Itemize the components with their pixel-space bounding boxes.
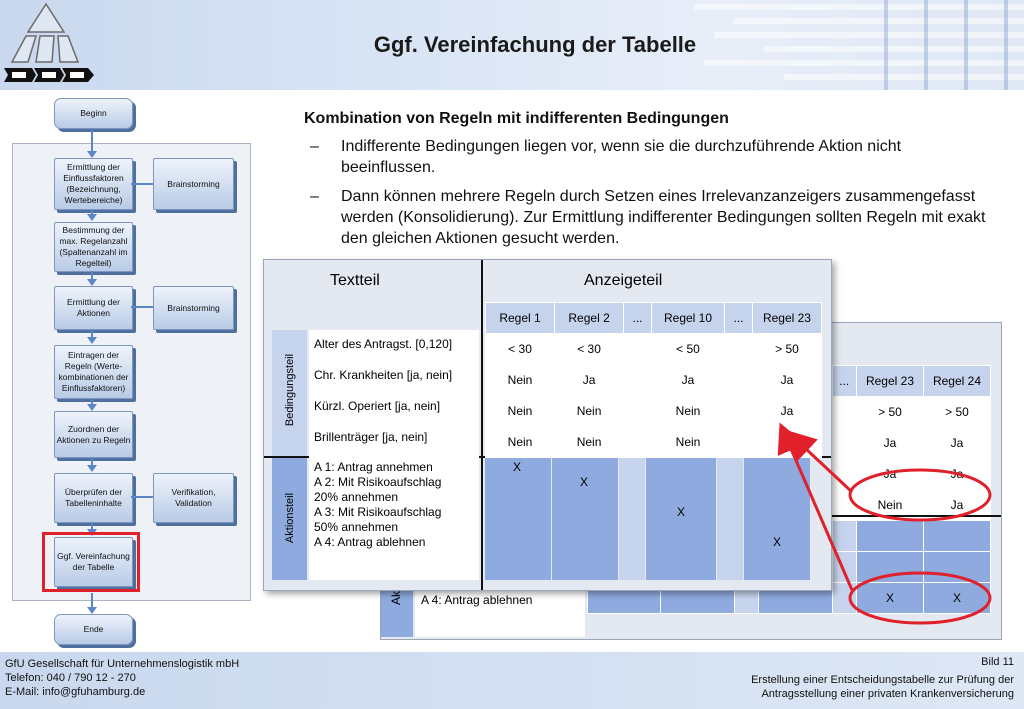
condition-alter: Alter des Antragst. [0,120] — [314, 337, 453, 351]
rule-header: Regel 2 — [555, 303, 624, 334]
back-rule-23: Regel 23 — [856, 366, 923, 397]
flow-arrow — [87, 214, 97, 221]
flow-arrow — [87, 279, 97, 286]
footer-company: GfU Gesellschaft für Unternehmenslogistik mbH — [5, 658, 240, 670]
back-cell: > 50 — [923, 397, 990, 428]
cell: Nein — [651, 427, 724, 458]
cell: Ja — [555, 365, 624, 396]
back-action-label: A 4: Antrag ablehnen — [421, 593, 533, 607]
current-step-highlight — [42, 532, 140, 592]
action-3: A 3: Mit Risikoaufschlag — [314, 505, 442, 519]
condition-operiert: Kürzl. Operiert [ja, nein] — [314, 399, 441, 413]
cell: Nein — [486, 396, 555, 427]
cell: Nein — [486, 365, 555, 396]
content-subtitle: Kombination von Regeln mit indifferenten Bedingungen — [304, 110, 729, 127]
footer-phone: Telefon: 040 / 790 12 - 270 — [5, 672, 136, 684]
back-mark: X — [856, 583, 923, 614]
flow-end: Ende — [54, 614, 133, 645]
rule-header: Regel 10 — [651, 303, 724, 334]
flow-connector — [91, 128, 93, 153]
back-cell: Ja — [923, 490, 990, 521]
flow-arrow — [87, 404, 97, 411]
cell: > 50 — [752, 334, 821, 365]
rule-header: Regel 23 — [752, 303, 821, 334]
flow-arrow — [87, 607, 97, 614]
cell: < 30 — [486, 334, 555, 365]
action-col — [646, 458, 716, 580]
back-ellipsis: ... — [832, 366, 856, 397]
flow-side-verifikation: Verifikation, Validation — [153, 473, 234, 523]
flow-step-zuordnen-aktionen: Zuordnen der Aktionen zu Regeln — [54, 411, 133, 458]
flow-side-brainstorming: Brainstorming — [153, 158, 234, 210]
mark-r2: X — [580, 475, 589, 489]
flow-step-eintragen-regeln: Eintragen der Regeln (Werte-kombinationen der Einflussfaktoren) — [54, 345, 133, 399]
flow-connector — [131, 306, 153, 308]
textteil-header: Textteil — [330, 272, 380, 289]
aktionsteil-label: Aktionsteil — [284, 492, 296, 544]
mark-r1: X — [513, 460, 522, 474]
cell: < 30 — [555, 334, 624, 365]
mark-r10: X — [677, 505, 686, 519]
flow-start: Beginn — [54, 98, 133, 129]
footer-email: E-Mail: info@gfuhamburg.de — [5, 686, 146, 698]
footer-desc-1: Erstellung einer Entscheidungstabelle zur Prüfung der — [751, 674, 1014, 686]
cell: Nein — [486, 427, 555, 458]
vertical-divider — [481, 260, 483, 590]
action-4: A 4: Antrag ablehnen — [314, 535, 426, 549]
rule-header: Regel 1 — [486, 303, 555, 334]
mark-r23: X — [773, 535, 782, 549]
footer-desc-2: Antragsstellung einer privaten Krankenversicherung — [761, 688, 1014, 700]
action-col — [619, 458, 645, 580]
flow-arrow — [87, 151, 97, 158]
page-title: Ggf. Vereinfachung der Tabelle — [373, 32, 697, 57]
flow-side-brainstorming-2: Brainstorming — [153, 286, 234, 330]
rule-header: ... — [624, 303, 652, 334]
bullet-dash: – — [310, 188, 319, 205]
back-cell: Ja — [923, 459, 990, 490]
cell: Nein — [555, 427, 624, 458]
back-cell: > 50 — [856, 397, 923, 428]
highlight-ellipse-conditions — [850, 470, 990, 520]
anzeigeteil-header: Anzeigeteil — [584, 272, 663, 289]
arrow-icon — [782, 428, 852, 590]
flow-connector — [131, 496, 153, 498]
flow-step-bestimmung-regelanzahl: Bestimmung der max. Regelanzahl (Spaltenanzahl im Regelteil) — [54, 222, 133, 272]
bedingungsteil-label: Bedingungsteil — [284, 353, 296, 427]
slide-number: Bild 11 — [981, 656, 1014, 668]
cell: Nein — [651, 396, 724, 427]
flow-step-vereinfachung: Ggf. Vereinfachung der Tabelle — [54, 537, 133, 587]
flow-step-ueberpruefen: Überprüfen der Tabelleninhalte — [54, 473, 133, 523]
cell: Ja — [752, 365, 821, 396]
back-mark: X — [923, 583, 990, 614]
annotation-overlay — [760, 420, 1000, 640]
action-1: A 1: Antrag annehmen — [314, 460, 433, 474]
back-cell: Ja — [856, 428, 923, 459]
flow-step-ermittlung-aktionen: Ermittlung der Aktionen — [54, 286, 133, 330]
cell: Ja — [651, 365, 724, 396]
bullet-1: Indifferente Bedingungen liegen vor, wenn sie die durchzuführende Aktion nicht beeinflussen. — [341, 138, 902, 176]
flow-arrow — [87, 337, 97, 344]
cell: Ja — [752, 396, 821, 427]
action-col — [717, 458, 743, 580]
cell: Nein — [555, 396, 624, 427]
bullet-dash: – — [310, 138, 319, 155]
arrow-icon — [790, 434, 852, 492]
company-logo — [2, 2, 97, 86]
back-cell: Nein — [856, 490, 923, 521]
flow-step-ermittlung-einflussfaktoren: Ermittlung der Einflussfaktoren (Bezeichnung, Wertebereiche) — [54, 158, 133, 210]
action-3b: 50% annehmen — [314, 520, 399, 534]
back-table-side-label: Ak — [389, 590, 404, 606]
back-rule-24: Regel 24 — [923, 366, 990, 397]
bullet-2: Dann können mehrere Regeln durch Setzen eines Irrelevanzanzeigers zusammengefasst werden (Konsolidierung). Zur Ermittlung indifferenter Bedingungen sollten Regeln mit exakt den gleichen Aktionen gesucht werden. — [341, 188, 986, 247]
condition-krankheiten: Chr. Krankheiten [ja, nein] — [314, 368, 453, 382]
back-cell: Ja — [923, 428, 990, 459]
rule-header: ... — [725, 303, 753, 334]
highlight-ellipse-actions — [850, 573, 990, 623]
condition-brille: Brillenträger [ja, nein] — [314, 430, 428, 444]
cell: < 50 — [651, 334, 724, 365]
front-table — [263, 259, 832, 591]
action-list — [314, 460, 441, 550]
flow-arrow — [87, 465, 97, 472]
flow-connector — [131, 183, 153, 185]
back-cell: Ja — [856, 459, 923, 490]
action-2b: 20% annehmen — [314, 490, 399, 504]
action-col — [485, 458, 551, 580]
action-2: A 2: Mit Risikoaufschlag — [314, 475, 442, 489]
